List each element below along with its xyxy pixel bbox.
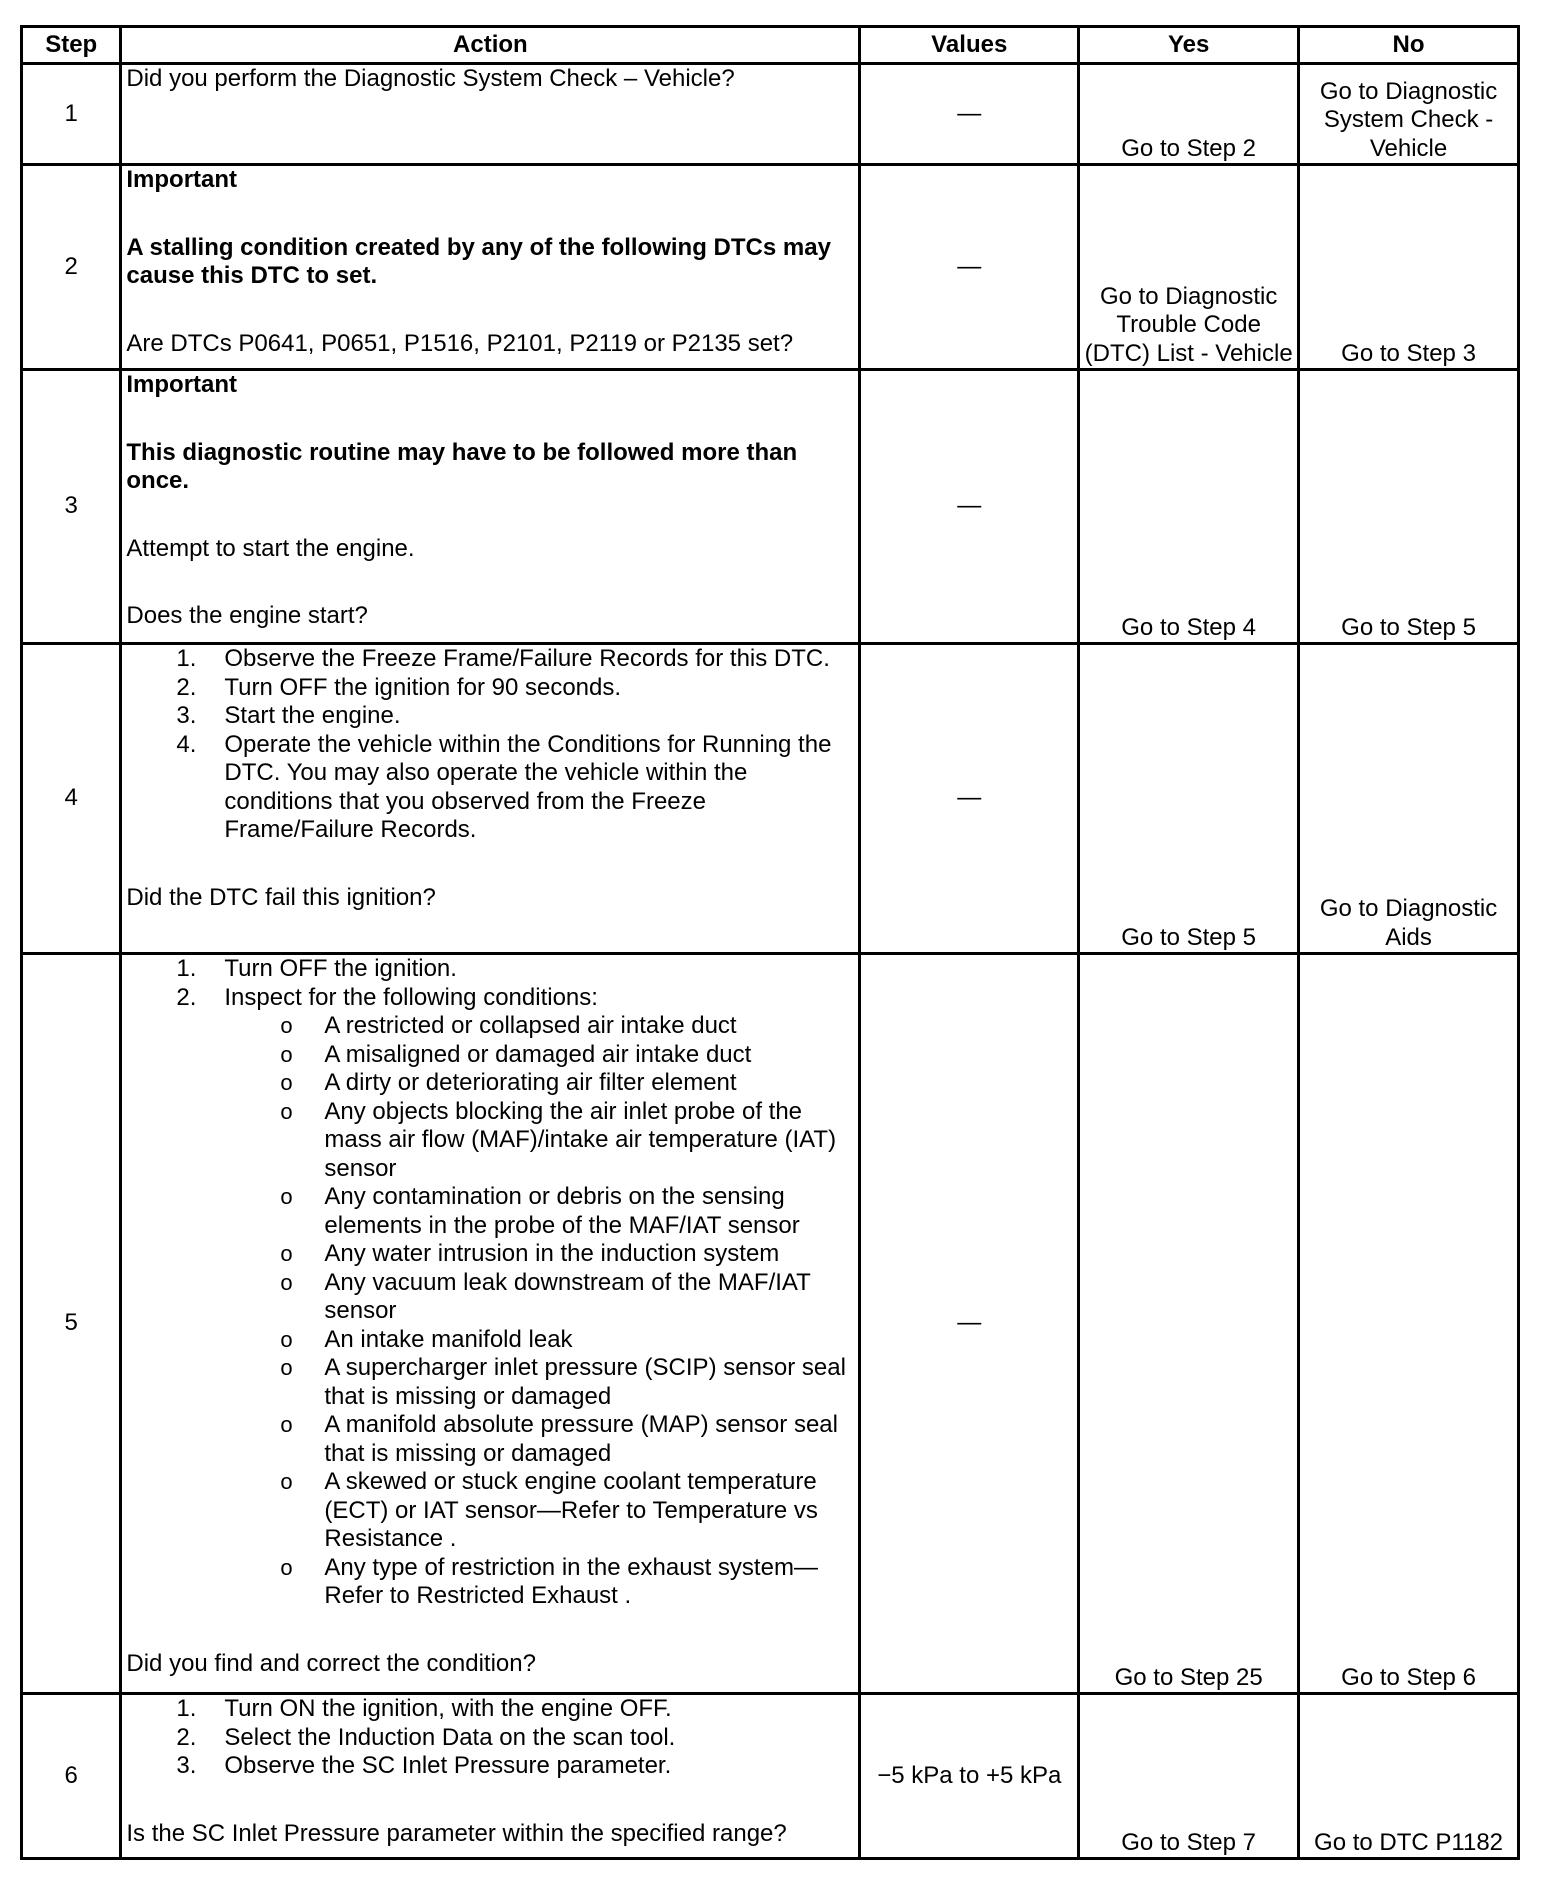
condition-item — [126, 1354, 854, 1411]
values-cell: — — [860, 644, 1079, 954]
header-row — [22, 27, 1519, 64]
header-no: No — [1299, 27, 1519, 64]
yes-cell: Go to Step 4 — [1079, 370, 1299, 644]
action-cell — [121, 1694, 860, 1859]
step-number: 1 — [22, 64, 121, 165]
step-number: 2 — [22, 165, 121, 370]
item-text: Operate the vehicle within the Conditions for Running the DTC. You may also operate the vehicle within the conditions that you observed from the Freeze Frame/Failure Records. — [224, 730, 832, 843]
numbered-steps — [126, 955, 854, 1611]
condition-item — [126, 1098, 854, 1184]
item-number: 4. — [176, 730, 197, 758]
values-cell: — — [860, 64, 1079, 165]
numbered-steps — [126, 645, 854, 845]
values-cell: — — [860, 165, 1079, 370]
important-note: A stalling condition created by any of the following DTCs may cause this DTC to set. — [126, 233, 831, 289]
condition-item — [126, 1069, 854, 1098]
condition-item — [126, 1269, 854, 1326]
bullet-icon: o — [280, 1554, 293, 1580]
list-item — [126, 702, 854, 731]
item-text: Observe the Freeze Frame/Failure Records for this DTC. — [224, 645, 830, 672]
header-yes: Yes — [1079, 27, 1299, 64]
action-question: Did the DTC fail this ignition? — [126, 883, 436, 911]
conditions-list — [224, 1012, 854, 1611]
bullet-icon: o — [280, 1269, 293, 1295]
bullet-icon: o — [280, 1098, 293, 1124]
yes-cell: Go to Step 2 — [1079, 64, 1299, 165]
yes-cell: Go to Diagnostic Trouble Code (DTC) List - Vehicle — [1079, 165, 1299, 370]
no-cell: Go to Step 6 — [1299, 954, 1519, 1694]
bullet-icon: o — [280, 1184, 293, 1209]
header-values: Values — [860, 27, 1079, 64]
condition-item — [126, 1468, 854, 1554]
condition-text: Any objects blocking the air inlet probe of the mass air flow (MAF)/intake air temperature (IAT) sensor — [324, 1097, 837, 1182]
item-number: 1. — [176, 1695, 197, 1722]
important-label: Important — [126, 371, 238, 398]
item-number: 3. — [176, 1752, 197, 1779]
important-label: Important — [126, 166, 238, 193]
list-item — [126, 1752, 854, 1781]
action-instruction: Attempt to start the engine. — [126, 534, 415, 562]
item-text: Turn OFF the ignition for 90 seconds. — [224, 673, 622, 701]
table-row — [22, 954, 1519, 1694]
bullet-icon: o — [280, 1013, 293, 1038]
no-cell: Go to Diagnostic Aids — [1299, 644, 1519, 954]
item-number: 1. — [176, 955, 197, 982]
list-item — [126, 955, 854, 984]
condition-text: Any contamination or debris on the sensing elements in the probe of the MAF/IAT sensor — [324, 1183, 800, 1239]
yes-cell: Go to Step 7 — [1079, 1694, 1299, 1859]
condition-text: Any type of restriction in the exhaust system—Refer to Restricted Exhaust . — [324, 1553, 818, 1609]
list-item — [126, 1724, 854, 1753]
no-cell: Go to Step 3 — [1299, 165, 1519, 370]
list-item — [126, 731, 854, 845]
list-item — [126, 1695, 854, 1724]
step-number: 4 — [22, 644, 121, 954]
list-item — [126, 645, 854, 674]
condition-text: A restricted or collapsed air intake duct — [324, 1012, 737, 1039]
bullet-icon: o — [280, 1041, 293, 1067]
no-cell: Go to Step 5 — [1299, 370, 1519, 644]
bullet-icon: o — [280, 1241, 293, 1266]
header-step: Step — [22, 27, 121, 64]
item-text: Start the engine. — [224, 702, 401, 729]
bullet-icon: o — [280, 1355, 293, 1380]
important-note: This diagnostic routine may have to be followed more than once. — [126, 438, 798, 494]
table-row — [22, 1694, 1519, 1859]
item-number: 2. — [176, 673, 197, 701]
action-cell — [121, 954, 860, 1694]
condition-item — [126, 1041, 854, 1070]
bullet-icon: o — [280, 1469, 293, 1494]
item-text: Turn ON the ignition, with the engine OFF. — [224, 1695, 672, 1722]
values-cell: — — [860, 370, 1079, 644]
condition-item — [126, 1554, 854, 1611]
action-cell — [121, 370, 860, 644]
table-row — [22, 644, 1519, 954]
action-question: Did you perform the Diagnostic System Check – Vehicle? — [126, 65, 735, 92]
values-cell: −5 kPa to +5 kPa — [860, 1694, 1079, 1859]
no-cell: Go to DTC P1182 — [1299, 1694, 1519, 1859]
item-text: Inspect for the following conditions: — [224, 983, 598, 1011]
no-cell: Go to Diagnostic System Check - Vehicle — [1299, 64, 1519, 165]
condition-text: A skewed or stuck engine coolant temperature (ECT) or IAT sensor—Refer to Temperature vs Resistance . — [324, 1468, 818, 1552]
action-question: Does the engine start? — [126, 602, 368, 629]
condition-text: A dirty or deteriorating air filter element — [324, 1069, 737, 1096]
item-text: Turn OFF the ignition. — [224, 955, 457, 982]
condition-text: A misaligned or damaged air intake duct — [324, 1040, 752, 1068]
condition-text: A supercharger inlet pressure (SCIP) sensor seal that is missing or damaged — [324, 1354, 846, 1410]
yes-cell: Go to Step 5 — [1079, 644, 1299, 954]
item-text: Select the Induction Data on the scan tool. — [224, 1723, 676, 1751]
numbered-steps — [126, 1695, 854, 1781]
table-row — [22, 370, 1519, 644]
step-number: 5 — [22, 954, 121, 1694]
item-number: 2. — [176, 1723, 197, 1751]
list-item — [126, 674, 854, 703]
action-cell — [121, 644, 860, 954]
condition-text: A manifold absolute pressure (MAP) sensor seal that is missing or damaged — [324, 1411, 838, 1467]
action-question: Did you find and correct the condition? — [126, 1649, 536, 1677]
step-number: 3 — [22, 370, 121, 644]
condition-item — [126, 1326, 854, 1355]
header-action: Action — [121, 27, 860, 64]
condition-text: Any vacuum leak downstream of the MAF/IAT sensor — [324, 1268, 811, 1324]
yes-cell: Go to Step 25 — [1079, 954, 1299, 1694]
item-number: 1. — [176, 645, 197, 672]
condition-text: Any water intrusion in the induction system — [324, 1240, 780, 1267]
condition-item — [126, 1183, 854, 1240]
action-cell — [121, 64, 860, 165]
action-question: Are DTCs P0641, P0651, P1516, P2101, P2119 or P2135 set? — [126, 329, 794, 357]
values-cell: — — [860, 954, 1079, 1694]
action-cell — [121, 165, 860, 370]
item-number: 2. — [176, 983, 197, 1011]
condition-item — [126, 1012, 854, 1041]
condition-item — [126, 1240, 854, 1269]
diagnostic-table — [20, 25, 1520, 1860]
condition-item — [126, 1411, 854, 1468]
bullet-icon: o — [280, 1070, 293, 1095]
bullet-icon: o — [280, 1326, 293, 1352]
table-row — [22, 165, 1519, 370]
action-question: Is the SC Inlet Pressure parameter within the specified range? — [126, 1819, 787, 1847]
table-row — [22, 64, 1519, 165]
bullet-icon: o — [280, 1412, 293, 1437]
step-number: 6 — [22, 1694, 121, 1859]
condition-text: An intake manifold leak — [324, 1325, 573, 1353]
item-text: Observe the SC Inlet Pressure parameter. — [224, 1752, 672, 1779]
list-item — [126, 984, 854, 1611]
item-number: 3. — [176, 702, 197, 729]
